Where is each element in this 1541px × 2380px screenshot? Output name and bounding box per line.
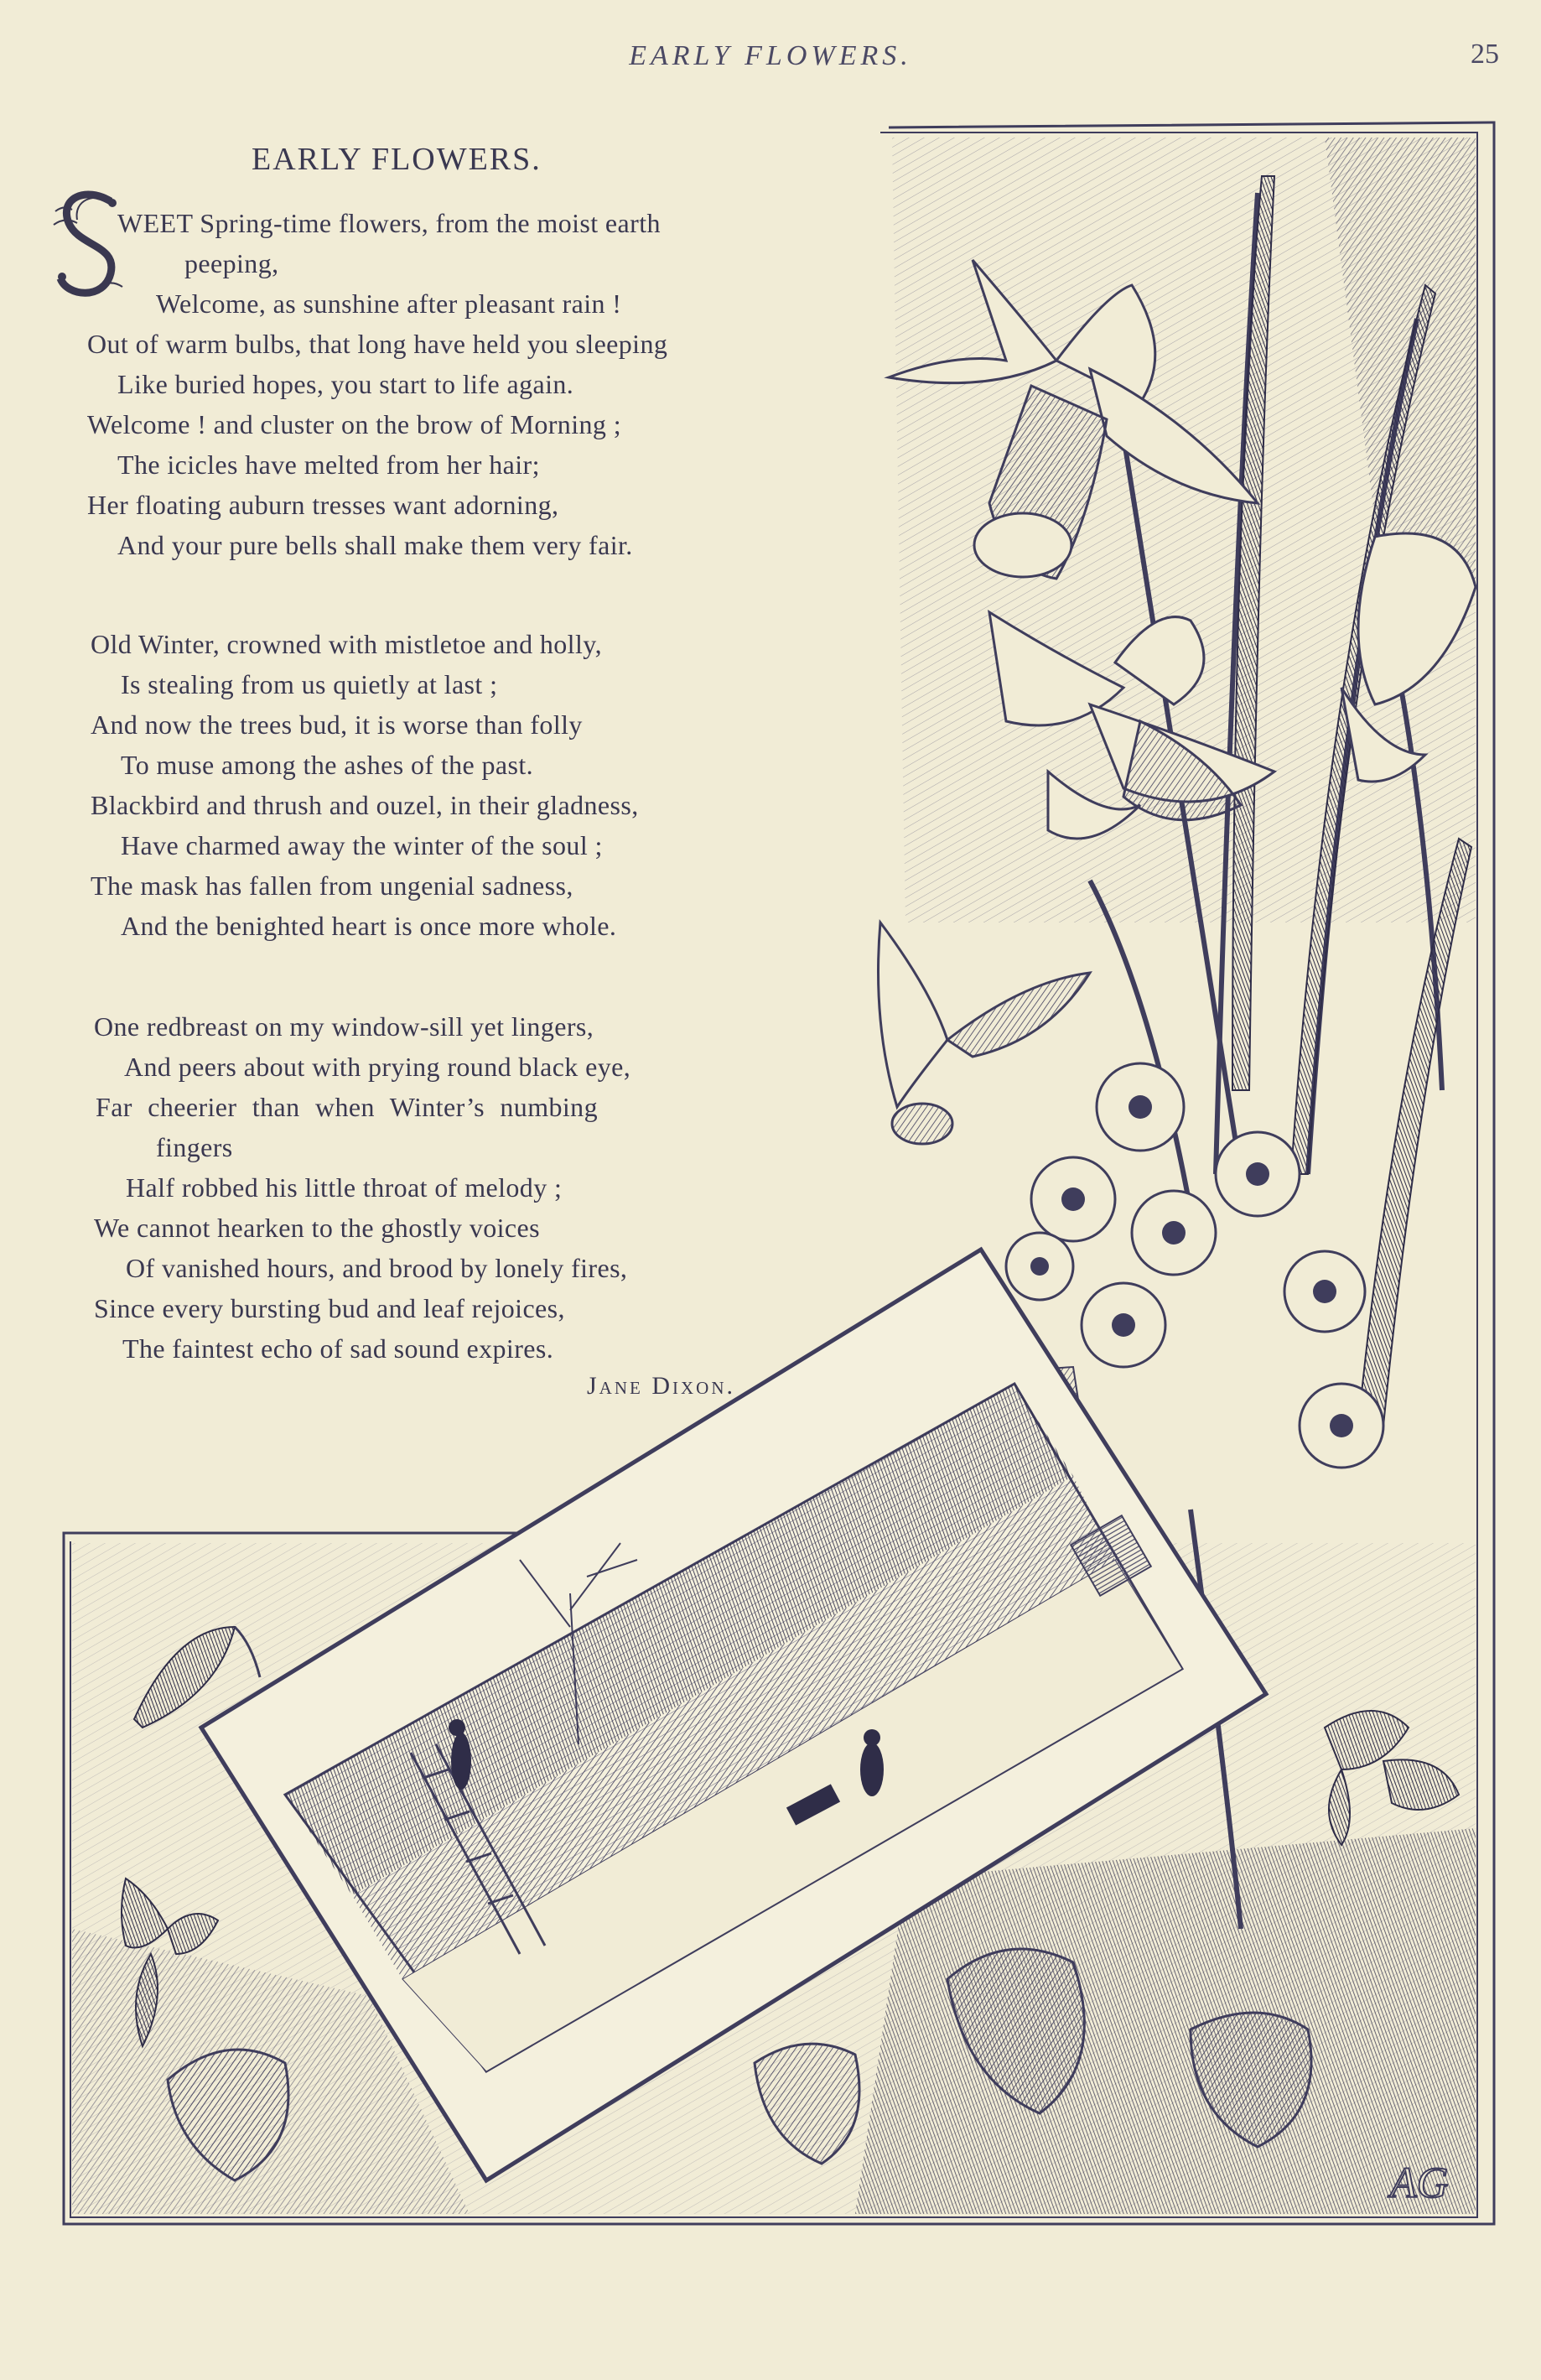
poem-line: Blackbird and thrush and ouzel, in their gladness, xyxy=(91,790,639,820)
poem-line: Far cheerier than when Winter’s numbing xyxy=(96,1092,598,1122)
poem-line: To muse among the ashes of the past. xyxy=(121,750,534,780)
poem-line: Welcome, as sunshine after pleasant rain ! xyxy=(156,288,622,319)
poem-line: Like buried hopes, you start to life again. xyxy=(117,369,574,399)
poem-line: The faintest echo of sad sound expires. xyxy=(122,1333,554,1364)
poem-line: Welcome ! and cluster on the brow of Morning ; xyxy=(87,409,621,439)
poem-line: And peers about with prying round black eye, xyxy=(124,1052,631,1082)
poem-line: Out of warm bulbs, that long have held you sleeping xyxy=(87,329,668,359)
poem-line: Of vanished hours, and brood by lonely fires, xyxy=(126,1253,628,1283)
page-number: 25 xyxy=(1471,39,1499,70)
poem-line: We cannot hearken to the ghostly voices xyxy=(94,1213,540,1243)
poem-author: Jane Dixon. xyxy=(587,1372,735,1400)
poem-line: peeping, xyxy=(184,248,279,278)
poem-line: WEET Spring-time flowers, from the moist earth xyxy=(117,208,661,238)
poem-line: The icicles have melted from her hair; xyxy=(117,449,540,480)
poem-line: And your pure bells shall make them very fair. xyxy=(117,530,633,560)
poem-line: Half robbed his little throat of melody ; xyxy=(126,1172,563,1203)
poem-line: fingers xyxy=(156,1132,233,1162)
poem-line: The mask has fallen from ungenial sadness, xyxy=(91,870,573,901)
running-head: EARLY FLOWERS. xyxy=(629,40,912,71)
artist-signature: AG xyxy=(1390,2159,1449,2207)
poem-line: And the benighted heart is once more whole. xyxy=(121,911,617,941)
poem-line: Since every bursting bud and leaf rejoices, xyxy=(94,1293,565,1323)
poem-line: Is stealing from us quietly at last ; xyxy=(121,669,498,699)
poem-line: Old Winter, crowned with mistletoe and holly, xyxy=(91,629,602,659)
daffodil-bud xyxy=(879,922,1091,1144)
poem-line: One redbreast on my window-sill yet lingers, xyxy=(94,1011,594,1042)
poem-line: Have charmed away the winter of the soul ; xyxy=(121,830,603,860)
ornamental-s-icon xyxy=(52,186,126,304)
drop-cap-s xyxy=(52,186,126,304)
poem-line: And now the trees bud, it is worse than folly xyxy=(91,709,583,740)
poem-line: Her floating auburn tresses want adorning, xyxy=(87,490,559,520)
poem-title: EARLY FLOWERS. xyxy=(252,142,542,177)
